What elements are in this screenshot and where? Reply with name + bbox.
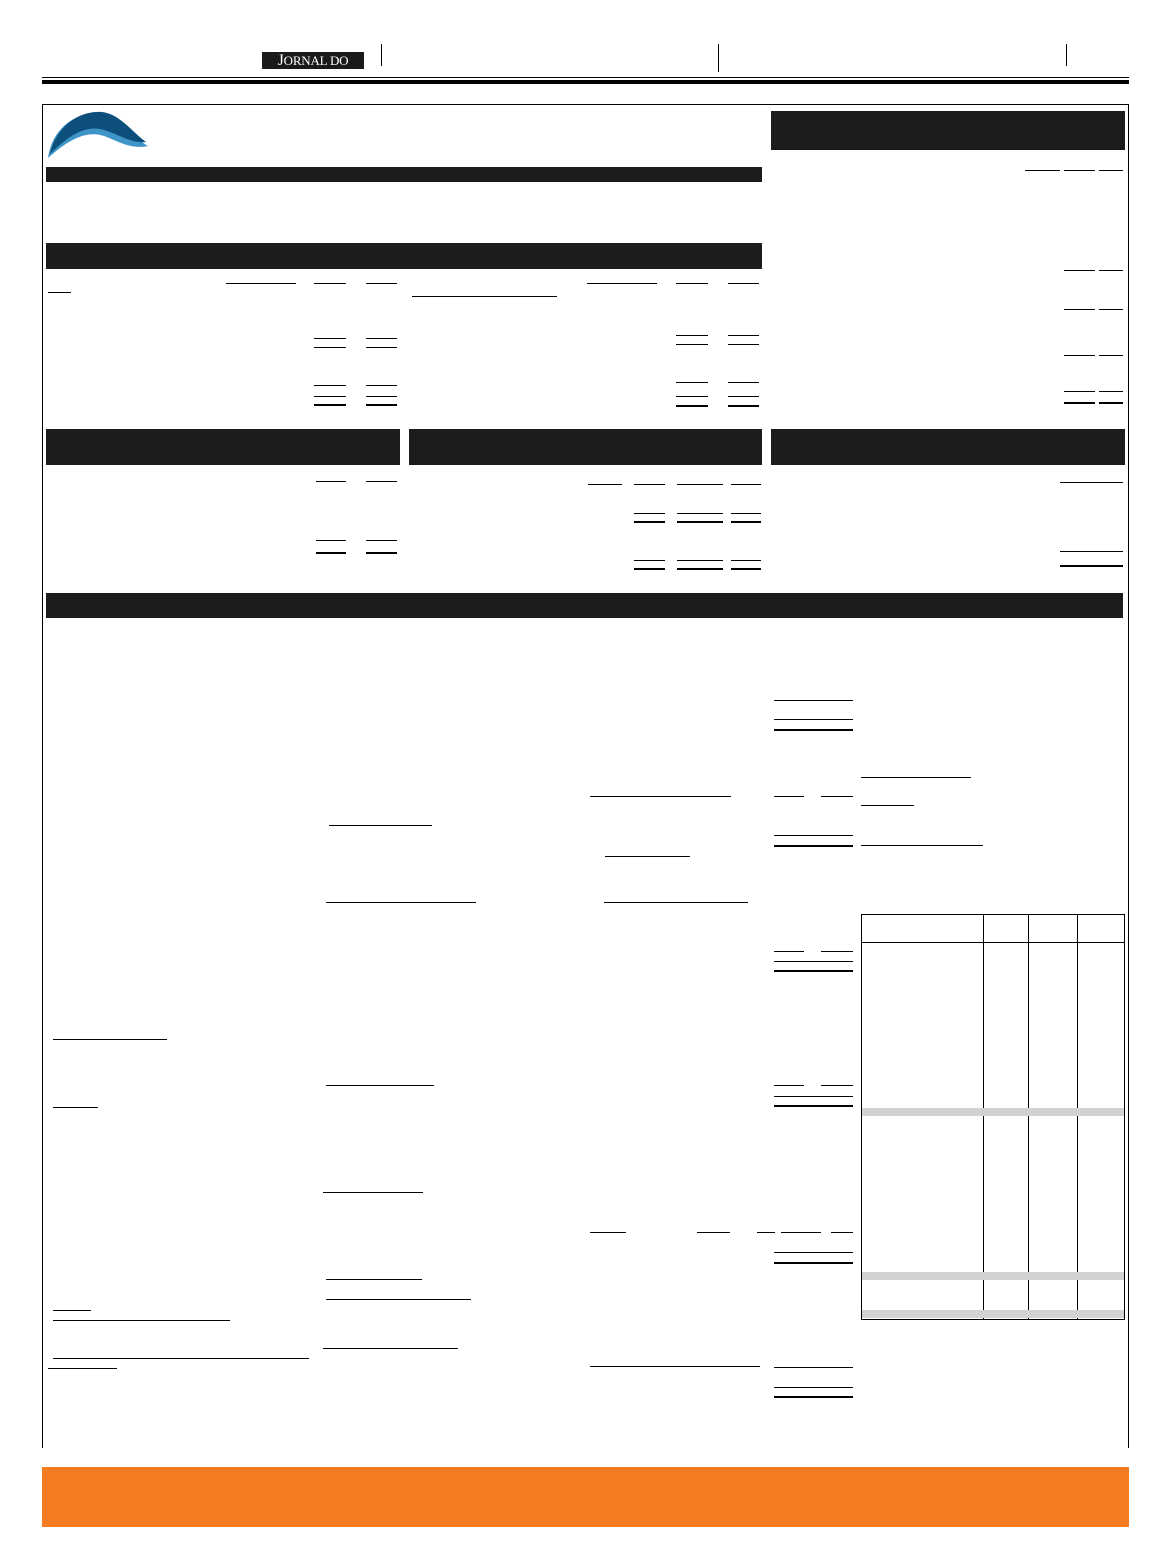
underline-rule [831,1232,853,1233]
underline-rule [634,484,665,485]
underline-rule [314,283,346,284]
underline-rule [821,1085,853,1086]
underline-rule [697,1232,730,1233]
underline-rule [677,513,723,514]
underline-rule [774,1096,853,1097]
underline-rule [676,396,708,397]
underline-rule [590,796,731,797]
underline-rule [1060,551,1123,552]
underline-rule [774,835,853,836]
header-rule-thick [42,80,1129,84]
table-row-shaded [862,1310,1124,1318]
underline-rule [323,1192,423,1193]
underline-rule [731,513,761,514]
underline-rule [53,1039,167,1040]
table-column-divider [1077,915,1078,1319]
underline-rule [48,292,71,293]
underline-rule [774,700,853,701]
underline-rule [316,540,346,541]
underline-rule [731,484,761,485]
underline-rule [676,382,708,383]
underline-rule [774,1252,853,1253]
underline-rule [774,1387,853,1388]
underline-rule [1060,482,1123,483]
underline-rule [326,902,476,903]
underline-rule [728,335,759,336]
section-header-bar [46,243,762,269]
underline-rule [329,825,432,826]
underline-rule [821,796,853,797]
underline-rule [634,513,665,514]
underline-rule [588,484,622,485]
section-header-bar [771,429,1125,465]
underline-rule [634,560,665,561]
underline-rule [366,540,397,541]
underline-rule [316,481,346,482]
underline-rule [1099,170,1123,171]
underline-rule [821,951,853,952]
underline-rule [728,405,759,407]
underline-rule [774,845,853,847]
underline-rule [366,338,397,339]
underline-rule [728,283,759,284]
table-row-shaded [862,1108,1124,1116]
underline-rule [1060,565,1123,567]
underline-rule [677,484,723,485]
underline-rule [781,1232,821,1233]
underline-rule [1064,391,1095,392]
underline-rule [774,729,853,731]
underline-rule [366,385,397,386]
underline-rule [774,1367,853,1368]
underline-rule [53,1358,309,1359]
header-divider [381,44,382,66]
underline-rule [590,1366,760,1367]
underline-rule [728,344,759,345]
underline-rule [1064,402,1095,404]
underline-rule [366,404,397,406]
underline-rule [1064,170,1095,171]
underline-rule [326,1279,422,1280]
table-column-divider [1028,915,1029,1319]
underline-rule [587,283,657,284]
underline-rule [412,296,557,297]
underline-rule [757,1232,775,1233]
underline-rule [728,396,759,397]
masthead-initial: J [277,52,284,69]
underline-rule [731,521,761,523]
table-column-divider [983,915,984,1319]
underline-rule [316,552,346,554]
underline-rule [605,856,690,857]
underline-rule [604,902,748,903]
underline-rule [676,344,708,345]
underline-rule [677,560,723,561]
underline-rule [314,404,346,406]
underline-rule [366,552,397,554]
section-header-bar [46,429,400,465]
underline-rule [861,805,914,806]
underline-rule [1064,355,1095,356]
underline-rule [48,1368,117,1369]
underline-rule [1099,355,1123,356]
underline-rule [774,961,853,962]
underline-rule [774,1396,853,1398]
underline-rule [314,347,346,348]
table-header-rule [862,942,1124,943]
header-rule [42,77,1129,78]
footer-banner [42,1467,1129,1527]
underline-rule [1064,309,1095,310]
underline-rule [366,283,397,284]
underline-rule [774,951,804,952]
underline-rule [861,777,971,778]
underline-rule [326,1299,471,1300]
underline-rule [774,1105,853,1107]
underline-rule [731,568,761,570]
underline-rule [366,481,397,482]
section-header-bar [46,167,762,182]
wave-logo-icon [46,110,150,162]
underline-rule [634,521,665,523]
underline-rule [774,970,853,972]
underline-rule [731,560,761,561]
underline-rule [314,396,346,397]
underline-rule [774,1085,804,1086]
underline-rule [634,568,665,570]
underline-rule [53,1320,230,1321]
underline-rule [366,396,397,397]
underline-rule [774,719,853,720]
underline-rule [366,347,397,348]
underline-rule [1064,270,1095,271]
underline-rule [323,1348,458,1349]
data-table [861,914,1125,1320]
underline-rule [314,385,346,386]
masthead-text: ORNAL DO [283,53,349,68]
underline-rule [1025,170,1060,171]
underline-rule [1099,391,1123,392]
underline-rule [590,1232,626,1233]
underline-rule [676,335,708,336]
underline-rule [1099,309,1123,310]
underline-rule [53,1310,91,1311]
newspaper-masthead [262,52,364,69]
underline-rule [677,521,723,523]
underline-rule [861,845,983,846]
title-box [771,111,1125,150]
notes-header-bar [46,593,1123,618]
table-row-shaded [862,1272,1124,1280]
underline-rule [53,1107,98,1108]
header-divider [718,44,719,72]
section-header-bar [409,429,762,465]
underline-rule [314,338,346,339]
header-divider [1066,44,1067,66]
underline-rule [676,283,708,284]
underline-rule [1099,270,1123,271]
underline-rule [676,405,708,407]
underline-rule [677,568,723,570]
underline-rule [774,1262,853,1264]
underline-rule [1099,402,1123,404]
underline-rule [226,283,296,284]
underline-rule [774,796,804,797]
underline-rule [728,382,759,383]
underline-rule [326,1085,434,1086]
